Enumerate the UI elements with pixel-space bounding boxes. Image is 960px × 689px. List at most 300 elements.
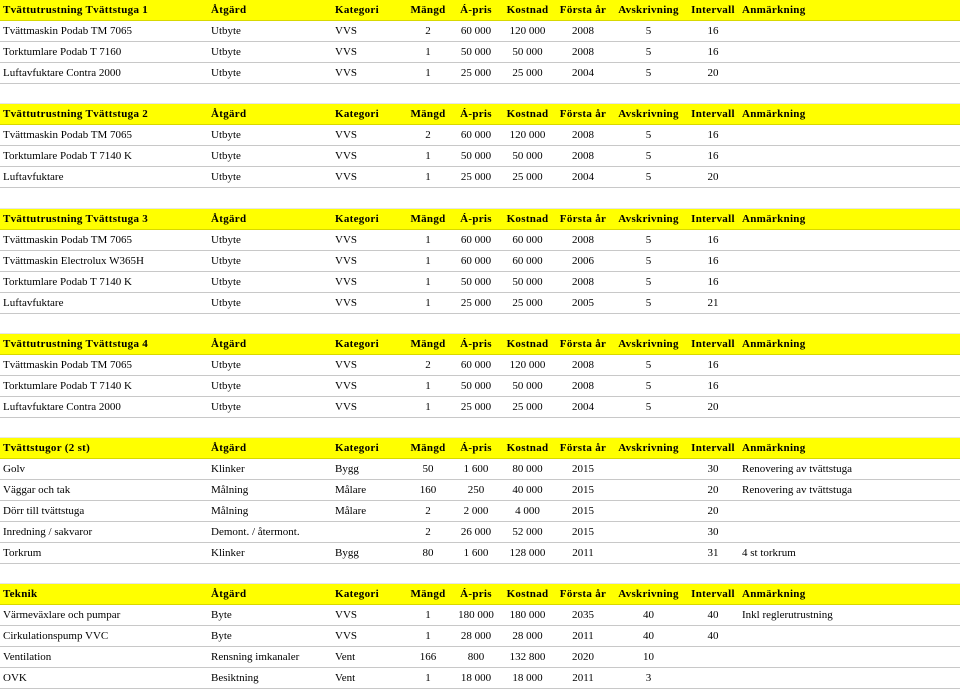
column-header[interactable]: Á-pris <box>452 208 500 229</box>
table-cell[interactable]: 16 <box>686 125 740 146</box>
table-cell[interactable]: 2008 <box>555 375 611 396</box>
table-cell[interactable] <box>740 626 960 647</box>
table-cell[interactable]: Tvättmaskin Podab TM 7065 <box>0 229 209 250</box>
table-cell[interactable]: Bygg <box>333 543 404 564</box>
empty-cell <box>500 84 555 104</box>
table-cell[interactable]: Värmeväxlare och pumpar <box>0 605 209 626</box>
table-cell[interactable]: 800 <box>452 647 500 668</box>
table-cell[interactable]: Luftavfuktare <box>0 292 209 313</box>
table-cell[interactable]: 80 <box>404 543 452 564</box>
table-cell[interactable]: 30 <box>686 522 740 543</box>
table-cell[interactable]: 50 000 <box>452 146 500 167</box>
table-cell[interactable]: 2004 <box>555 63 611 84</box>
table-cell[interactable] <box>740 229 960 250</box>
table-cell[interactable]: 60 000 <box>452 229 500 250</box>
table-row <box>0 522 960 543</box>
table-cell[interactable]: Utbyte <box>209 63 333 84</box>
table-cell[interactable]: Luftavfuktare Contra 2000 <box>0 396 209 417</box>
table-cell[interactable]: 16 <box>686 271 740 292</box>
table-cell[interactable]: VVS <box>333 605 404 626</box>
table-cell[interactable]: Torkrum <box>0 543 209 564</box>
table-cell[interactable]: 5 <box>611 396 686 417</box>
table-cell[interactable]: Inredning / sakvaror <box>0 522 209 543</box>
table-cell[interactable] <box>611 501 686 522</box>
table-cell[interactable]: 2004 <box>555 167 611 188</box>
table-cell[interactable]: 50 000 <box>452 375 500 396</box>
empty-cell <box>555 564 611 584</box>
table-cell[interactable]: 132 800 <box>500 647 555 668</box>
table-cell[interactable]: 2015 <box>555 459 611 480</box>
table-cell[interactable] <box>686 668 740 689</box>
table-cell[interactable]: 2020 <box>555 647 611 668</box>
table-cell[interactable]: Utbyte <box>209 354 333 375</box>
table-cell[interactable]: Vent <box>333 668 404 689</box>
column-header[interactable]: Anmärkning <box>740 438 960 459</box>
table-cell[interactable]: 5 <box>611 271 686 292</box>
table-cell[interactable]: 16 <box>686 375 740 396</box>
table-cell[interactable]: 1 <box>404 42 452 63</box>
table-cell[interactable]: Klinker <box>209 543 333 564</box>
table-cell[interactable]: 5 <box>611 354 686 375</box>
table-cell[interactable]: 20 <box>686 501 740 522</box>
table-cell[interactable]: 40 000 <box>500 480 555 501</box>
table-cell[interactable] <box>740 292 960 313</box>
column-header[interactable]: Mängd <box>404 104 452 125</box>
table-cell[interactable]: 50 000 <box>452 42 500 63</box>
column-header[interactable]: Avskrivning <box>611 438 686 459</box>
column-header[interactable]: Mängd <box>404 208 452 229</box>
table-cell[interactable]: 2008 <box>555 21 611 42</box>
table-cell[interactable]: 26 000 <box>452 522 500 543</box>
table-cell[interactable]: Utbyte <box>209 146 333 167</box>
table-cell[interactable]: Klinker <box>209 459 333 480</box>
empty-cell <box>209 313 333 333</box>
table-cell[interactable]: Torktumlare Podab T 7140 K <box>0 271 209 292</box>
table-cell[interactable]: VVS <box>333 21 404 42</box>
table-cell[interactable] <box>611 459 686 480</box>
table-cell[interactable]: 2008 <box>555 271 611 292</box>
table-row <box>0 21 960 42</box>
table-cell[interactable]: 4 000 <box>500 501 555 522</box>
column-header[interactable]: Kostnad <box>500 104 555 125</box>
table-cell[interactable]: 25 000 <box>452 396 500 417</box>
table-cell[interactable]: 2011 <box>555 626 611 647</box>
table-cell[interactable]: 128 000 <box>500 543 555 564</box>
table-cell[interactable] <box>740 271 960 292</box>
empty-cell <box>740 564 960 584</box>
table-cell[interactable]: 180 000 <box>500 605 555 626</box>
table-cell[interactable]: Utbyte <box>209 229 333 250</box>
column-header[interactable]: Á-pris <box>452 438 500 459</box>
column-header[interactable]: Första år <box>555 208 611 229</box>
table-cell[interactable]: 2008 <box>555 229 611 250</box>
table-cell[interactable] <box>740 354 960 375</box>
table-cell[interactable]: Målning <box>209 480 333 501</box>
table-cell[interactable] <box>740 501 960 522</box>
column-header[interactable]: Åtgärd <box>209 0 333 21</box>
column-header[interactable]: Á-pris <box>452 584 500 605</box>
table-cell[interactable]: 1 <box>404 250 452 271</box>
column-header[interactable]: Åtgärd <box>209 584 333 605</box>
table-cell[interactable]: Torktumlare Podab T 7160 <box>0 42 209 63</box>
table-cell[interactable] <box>611 543 686 564</box>
table-cell[interactable] <box>740 42 960 63</box>
table-cell[interactable]: Utbyte <box>209 21 333 42</box>
table-cell[interactable]: 5 <box>611 229 686 250</box>
table-cell[interactable]: 2011 <box>555 668 611 689</box>
empty-cell <box>333 313 404 333</box>
table-cell[interactable]: 2015 <box>555 522 611 543</box>
table-cell[interactable]: 120 000 <box>500 354 555 375</box>
section-title[interactable]: Tvättutrustning Tvättstuga 3 <box>0 208 209 229</box>
table-cell[interactable]: OVK <box>0 668 209 689</box>
table-cell[interactable]: 1 600 <box>452 459 500 480</box>
column-header[interactable]: Anmärkning <box>740 584 960 605</box>
table-cell[interactable]: 1 <box>404 396 452 417</box>
empty-cell <box>333 417 404 437</box>
table-cell[interactable]: Dörr till tvättstuga <box>0 501 209 522</box>
table-cell[interactable] <box>740 522 960 543</box>
table-cell[interactable]: 30 <box>686 459 740 480</box>
table-cell[interactable]: Utbyte <box>209 42 333 63</box>
table-cell[interactable]: 1 <box>404 63 452 84</box>
table-cell[interactable]: 2 <box>404 354 452 375</box>
column-header[interactable]: Åtgärd <box>209 333 333 354</box>
table-cell[interactable]: 1 <box>404 167 452 188</box>
table-cell[interactable]: Torktumlare Podab T 7140 K <box>0 146 209 167</box>
table-cell[interactable]: 2 000 <box>452 501 500 522</box>
empty-cell <box>404 188 452 208</box>
table-cell[interactable]: Målning <box>209 501 333 522</box>
column-header[interactable]: Åtgärd <box>209 104 333 125</box>
table-cell[interactable]: 2 <box>404 21 452 42</box>
column-header[interactable]: Kategori <box>333 104 404 125</box>
table-cell[interactable]: 2004 <box>555 396 611 417</box>
table-cell[interactable]: 16 <box>686 21 740 42</box>
column-header[interactable]: Kostnad <box>500 333 555 354</box>
table-cell[interactable]: 2011 <box>555 543 611 564</box>
table-cell[interactable]: VVS <box>333 375 404 396</box>
table-cell[interactable]: 40 <box>611 605 686 626</box>
table-cell[interactable]: 18 000 <box>500 668 555 689</box>
table-cell[interactable]: Tvättmaskin Electrolux W365H <box>0 250 209 271</box>
table-cell[interactable]: 2005 <box>555 292 611 313</box>
table-cell[interactable]: Utbyte <box>209 375 333 396</box>
table-cell[interactable]: Byte <box>209 605 333 626</box>
table-cell[interactable]: 25 000 <box>500 63 555 84</box>
table-cell[interactable]: 16 <box>686 229 740 250</box>
table-cell[interactable]: VVS <box>333 354 404 375</box>
table-cell[interactable]: 18 000 <box>452 668 500 689</box>
table-cell[interactable]: 2006 <box>555 250 611 271</box>
column-header[interactable]: Avskrivning <box>611 104 686 125</box>
table-cell[interactable]: 1 <box>404 292 452 313</box>
table-cell[interactable]: Utbyte <box>209 292 333 313</box>
column-header[interactable]: Kategori <box>333 208 404 229</box>
table-cell[interactable]: 2015 <box>555 480 611 501</box>
table-cell[interactable]: 1 <box>404 375 452 396</box>
column-header[interactable]: Kostnad <box>500 438 555 459</box>
table-cell[interactable]: Demont. / återmont. <box>209 522 333 543</box>
table-cell[interactable]: VVS <box>333 229 404 250</box>
table-cell[interactable]: Utbyte <box>209 167 333 188</box>
table-cell[interactable] <box>740 668 960 689</box>
table-cell[interactable]: 2008 <box>555 125 611 146</box>
column-header[interactable]: Anmärkning <box>740 333 960 354</box>
table-cell[interactable]: 25 000 <box>452 292 500 313</box>
table-cell[interactable]: 40 <box>686 626 740 647</box>
table-cell[interactable]: 2 <box>404 522 452 543</box>
table-cell[interactable] <box>686 647 740 668</box>
table-cell[interactable]: Tvättmaskin Podab TM 7065 <box>0 354 209 375</box>
table-row <box>0 292 960 313</box>
table-cell[interactable] <box>333 522 404 543</box>
column-header[interactable]: Åtgärd <box>209 438 333 459</box>
table-cell[interactable]: Ventilation <box>0 647 209 668</box>
column-header[interactable]: Kategori <box>333 584 404 605</box>
table-cell[interactable]: 16 <box>686 42 740 63</box>
table-cell[interactable]: VVS <box>333 42 404 63</box>
table-cell[interactable]: 25 000 <box>500 396 555 417</box>
table-cell[interactable]: Målare <box>333 501 404 522</box>
table-cell[interactable]: 16 <box>686 354 740 375</box>
table-cell[interactable]: VVS <box>333 626 404 647</box>
table-cell[interactable]: 1 <box>404 229 452 250</box>
table-cell[interactable]: 16 <box>686 250 740 271</box>
column-header[interactable]: Kostnad <box>500 584 555 605</box>
table-cell[interactable]: 60 000 <box>500 250 555 271</box>
column-header[interactable]: Avskrivning <box>611 333 686 354</box>
table-cell[interactable]: 60 000 <box>452 354 500 375</box>
table-cell[interactable]: VVS <box>333 125 404 146</box>
section-title[interactable]: Tvättutrustning Tvättstuga 4 <box>0 333 209 354</box>
column-header[interactable]: Åtgärd <box>209 208 333 229</box>
table-cell[interactable]: 20 <box>686 167 740 188</box>
table-cell[interactable]: 120 000 <box>500 125 555 146</box>
table-cell[interactable]: 5 <box>611 146 686 167</box>
table-cell[interactable]: 31 <box>686 543 740 564</box>
table-cell[interactable] <box>740 21 960 42</box>
table-cell[interactable]: Bygg <box>333 459 404 480</box>
column-header[interactable]: Á-pris <box>452 0 500 21</box>
table-cell[interactable]: 1 <box>404 146 452 167</box>
table-cell[interactable]: 60 000 <box>452 21 500 42</box>
table-cell[interactable]: Väggar och tak <box>0 480 209 501</box>
table-cell[interactable]: 50 000 <box>500 271 555 292</box>
table-cell[interactable]: 180 000 <box>452 605 500 626</box>
table-cell[interactable]: 2 <box>404 501 452 522</box>
table-cell[interactable]: 25 000 <box>452 63 500 84</box>
table-cell[interactable]: 25 000 <box>500 292 555 313</box>
table-cell[interactable]: Utbyte <box>209 125 333 146</box>
table-cell[interactable]: 160 <box>404 480 452 501</box>
column-header[interactable]: Mängd <box>404 0 452 21</box>
table-cell[interactable]: Renovering av tvättstuga <box>740 459 960 480</box>
table-cell[interactable]: 3 <box>611 668 686 689</box>
table-cell[interactable]: 52 000 <box>500 522 555 543</box>
table-cell[interactable]: 1 <box>404 668 452 689</box>
table-cell[interactable]: Vent <box>333 647 404 668</box>
table-cell[interactable]: 60 000 <box>500 229 555 250</box>
table-cell[interactable]: 166 <box>404 647 452 668</box>
column-header[interactable]: Första år <box>555 333 611 354</box>
column-header[interactable]: Avskrivning <box>611 0 686 21</box>
column-header[interactable]: Mängd <box>404 333 452 354</box>
table-cell[interactable]: 25 000 <box>500 167 555 188</box>
column-header[interactable]: Avskrivning <box>611 208 686 229</box>
column-header[interactable]: Anmärkning <box>740 208 960 229</box>
table-cell[interactable]: 16 <box>686 146 740 167</box>
table-cell[interactable]: 50 000 <box>500 375 555 396</box>
table-cell[interactable]: 40 <box>611 626 686 647</box>
table-cell[interactable]: 1 600 <box>452 543 500 564</box>
table-row <box>0 501 960 522</box>
table-cell[interactable]: 5 <box>611 250 686 271</box>
empty-cell <box>209 84 333 104</box>
table-cell[interactable]: Utbyte <box>209 271 333 292</box>
section-title[interactable]: Tvättutrustning Tvättstuga 2 <box>0 104 209 125</box>
table-cell[interactable]: 2 <box>404 125 452 146</box>
table-cell[interactable]: Rensning imkanaler <box>209 647 333 668</box>
table-cell[interactable]: VVS <box>333 167 404 188</box>
table-cell[interactable]: 50 000 <box>500 42 555 63</box>
table-cell[interactable]: 21 <box>686 292 740 313</box>
table-cell[interactable]: 4 st torkrum <box>740 543 960 564</box>
table-cell[interactable]: VVS <box>333 396 404 417</box>
table-cell[interactable]: VVS <box>333 250 404 271</box>
table-cell[interactable]: 20 <box>686 396 740 417</box>
table-cell[interactable]: 1 <box>404 605 452 626</box>
table-cell[interactable]: 10 <box>611 647 686 668</box>
table-cell[interactable] <box>611 522 686 543</box>
table-cell[interactable]: 5 <box>611 375 686 396</box>
column-header[interactable]: Intervall <box>686 584 740 605</box>
table-cell[interactable]: Renovering av tvättstuga <box>740 480 960 501</box>
table-cell[interactable]: 120 000 <box>500 21 555 42</box>
column-header[interactable]: Kategori <box>333 438 404 459</box>
column-header[interactable]: Á-pris <box>452 333 500 354</box>
table-cell[interactable]: 5 <box>611 21 686 42</box>
table-cell[interactable]: Inkl reglerutrustning <box>740 605 960 626</box>
section-header-row <box>0 438 960 459</box>
column-header[interactable]: Mängd <box>404 438 452 459</box>
table-cell[interactable]: 28 000 <box>500 626 555 647</box>
table-cell[interactable]: VVS <box>333 292 404 313</box>
table-cell[interactable]: Golv <box>0 459 209 480</box>
section-title[interactable]: Tvättstugor (2 st) <box>0 438 209 459</box>
column-header[interactable]: Kategori <box>333 0 404 21</box>
table-cell[interactable] <box>740 647 960 668</box>
table-cell[interactable]: 20 <box>686 480 740 501</box>
table-row <box>0 146 960 167</box>
table-cell[interactable]: 2035 <box>555 605 611 626</box>
table-cell[interactable] <box>740 250 960 271</box>
table-cell[interactable]: 80 000 <box>500 459 555 480</box>
table-cell[interactable]: 5 <box>611 125 686 146</box>
table-cell[interactable]: 20 <box>686 63 740 84</box>
table-cell[interactable]: Målare <box>333 480 404 501</box>
table-cell[interactable]: Besiktning <box>209 668 333 689</box>
table-cell[interactable]: VVS <box>333 63 404 84</box>
column-header[interactable]: Á-pris <box>452 104 500 125</box>
table-cell[interactable]: 60 000 <box>452 250 500 271</box>
column-header[interactable]: Intervall <box>686 438 740 459</box>
column-header[interactable]: Mängd <box>404 584 452 605</box>
table-cell[interactable]: Tvättmaskin Podab TM 7065 <box>0 21 209 42</box>
table-cell[interactable]: 2008 <box>555 42 611 63</box>
table-cell[interactable]: Luftavfuktare <box>0 167 209 188</box>
empty-cell <box>209 188 333 208</box>
table-cell[interactable]: 2015 <box>555 501 611 522</box>
table-cell[interactable]: 5 <box>611 63 686 84</box>
table-cell[interactable]: Byte <box>209 626 333 647</box>
table-cell[interactable]: VVS <box>333 271 404 292</box>
table-cell[interactable]: 250 <box>452 480 500 501</box>
table-cell[interactable]: 5 <box>611 42 686 63</box>
table-cell[interactable]: 50 000 <box>500 146 555 167</box>
table-cell[interactable]: 1 <box>404 626 452 647</box>
column-header[interactable]: Anmärkning <box>740 0 960 21</box>
table-cell[interactable]: 28 000 <box>452 626 500 647</box>
table-cell[interactable]: 50 <box>404 459 452 480</box>
table-cell[interactable]: Torktumlare Podab T 7140 K <box>0 375 209 396</box>
table-cell[interactable]: Luftavfuktare Contra 2000 <box>0 63 209 84</box>
column-header[interactable]: Intervall <box>686 104 740 125</box>
table-cell[interactable]: 5 <box>611 292 686 313</box>
table-cell[interactable] <box>740 146 960 167</box>
column-header[interactable]: Intervall <box>686 333 740 354</box>
empty-cell <box>0 417 209 437</box>
table-cell[interactable]: VVS <box>333 146 404 167</box>
table-cell[interactable] <box>740 167 960 188</box>
table-cell[interactable]: 2008 <box>555 146 611 167</box>
table-cell[interactable] <box>611 480 686 501</box>
table-cell[interactable]: Cirkulationspump VVC <box>0 626 209 647</box>
column-header[interactable]: Kostnad <box>500 208 555 229</box>
empty-cell <box>333 84 404 104</box>
table-cell[interactable] <box>740 396 960 417</box>
table-cell[interactable]: 1 <box>404 271 452 292</box>
table-cell[interactable]: 50 000 <box>452 271 500 292</box>
column-header[interactable]: Anmärkning <box>740 104 960 125</box>
column-header[interactable]: Avskrivning <box>611 584 686 605</box>
table-cell[interactable]: Utbyte <box>209 250 333 271</box>
column-header[interactable]: Intervall <box>686 208 740 229</box>
empty-cell <box>452 313 500 333</box>
table-cell[interactable] <box>740 125 960 146</box>
table-cell[interactable]: 2008 <box>555 354 611 375</box>
column-header[interactable]: Kategori <box>333 333 404 354</box>
table-cell[interactable]: Tvättmaskin Podab TM 7065 <box>0 125 209 146</box>
table-cell[interactable]: 60 000 <box>452 125 500 146</box>
column-header[interactable]: Första år <box>555 438 611 459</box>
column-header[interactable]: Kostnad <box>500 0 555 21</box>
table-cell[interactable]: Utbyte <box>209 396 333 417</box>
section-title[interactable]: Tvättutrustning Tvättstuga 1 <box>0 0 209 21</box>
table-cell[interactable]: 5 <box>611 167 686 188</box>
table-cell[interactable]: 40 <box>686 605 740 626</box>
column-header[interactable]: Intervall <box>686 0 740 21</box>
spacer-row <box>0 84 960 104</box>
table-cell[interactable]: 25 000 <box>452 167 500 188</box>
column-header[interactable]: Första år <box>555 0 611 21</box>
table-row <box>0 125 960 146</box>
table-cell[interactable] <box>740 375 960 396</box>
column-header[interactable]: Första år <box>555 104 611 125</box>
table-cell[interactable] <box>740 63 960 84</box>
column-header[interactable]: Första år <box>555 584 611 605</box>
section-title[interactable]: Teknik <box>0 584 209 605</box>
